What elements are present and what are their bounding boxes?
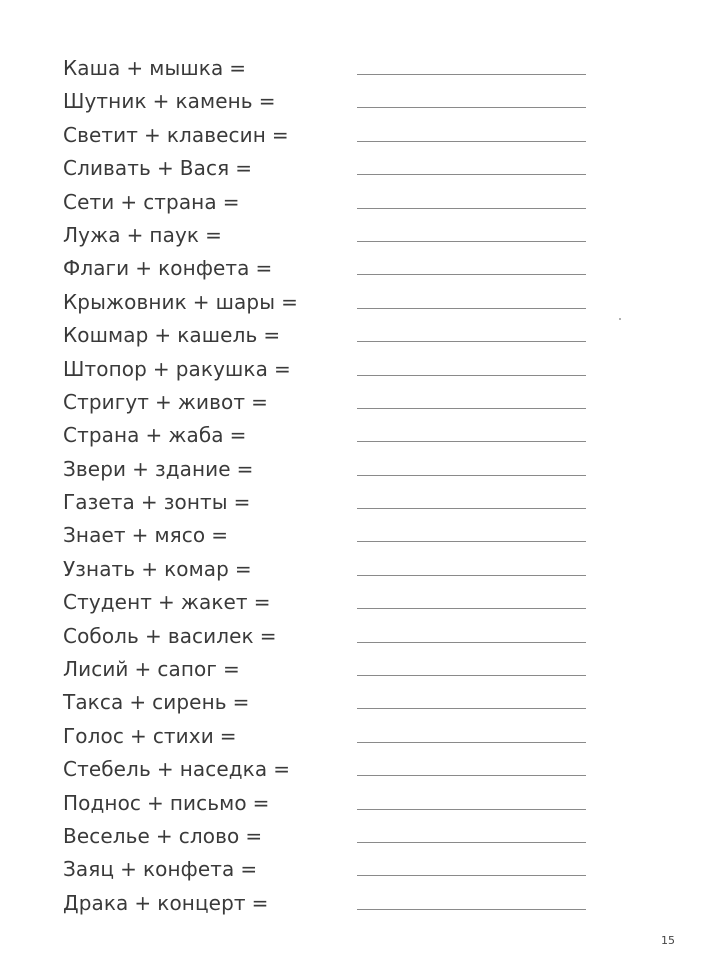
first-word: Штопор	[63, 356, 147, 381]
exercise-row	[0, 620, 720, 653]
second-word: кашель	[177, 323, 258, 348]
plus-sign: +	[129, 723, 147, 748]
first-word: Кошмар	[63, 323, 149, 348]
exercise-expression	[63, 256, 278, 280]
exercise-row	[0, 52, 720, 85]
plus-sign: +	[134, 890, 152, 915]
answer-line[interactable]	[357, 475, 586, 476]
equals-sign: =	[235, 156, 253, 181]
first-word: Светит	[63, 122, 138, 147]
exercise-expression	[63, 791, 276, 815]
plus-sign: +	[132, 456, 149, 481]
answer-line[interactable]	[357, 575, 586, 576]
exercise-row	[0, 553, 720, 586]
second-word: сирень	[152, 690, 227, 715]
first-word: Сливать	[63, 156, 151, 181]
answer-line[interactable]	[357, 909, 586, 910]
second-word: наседка	[179, 757, 268, 782]
exercise-row	[0, 419, 720, 452]
second-word: Вася	[179, 156, 230, 181]
exercise-expression	[63, 857, 263, 881]
equals-sign: =	[222, 189, 240, 214]
answer-line[interactable]	[357, 141, 586, 142]
answer-line[interactable]	[357, 541, 586, 542]
first-word: Звери	[63, 456, 127, 481]
second-word: сапог	[157, 657, 217, 682]
second-word: живот	[177, 389, 246, 414]
exercise-expression	[63, 724, 243, 748]
exercise-expression	[63, 56, 252, 80]
plus-sign: +	[129, 690, 147, 715]
exercise-row	[0, 853, 720, 886]
exercise-row	[0, 353, 720, 386]
answer-line[interactable]	[357, 642, 586, 643]
exercise-expression	[63, 624, 283, 648]
equals-sign: =	[255, 256, 273, 281]
plus-sign: +	[152, 356, 170, 381]
answer-line[interactable]	[357, 375, 586, 376]
exercise-row	[0, 453, 720, 486]
exercise-list	[0, 52, 720, 920]
equals-sign: =	[259, 623, 277, 648]
exercise-row	[0, 820, 720, 853]
answer-line[interactable]	[357, 842, 586, 843]
second-word: шары	[215, 289, 276, 314]
second-word: конфета	[158, 256, 250, 281]
equals-sign: =	[273, 356, 291, 381]
equals-sign: =	[258, 89, 276, 114]
equals-sign: =	[211, 523, 229, 548]
exercise-row	[0, 186, 720, 219]
answer-line[interactable]	[357, 308, 586, 309]
exercise-expression	[63, 290, 304, 314]
answer-line[interactable]	[357, 174, 586, 175]
second-word: здание	[154, 456, 231, 481]
equals-sign: =	[263, 323, 281, 348]
exercise-expression	[63, 223, 228, 247]
answer-line[interactable]	[357, 875, 586, 876]
second-word: зонты	[163, 490, 228, 515]
exercise-expression	[63, 323, 286, 347]
second-word: паук	[149, 222, 200, 247]
paper-speck	[619, 318, 621, 320]
second-word: мясо	[154, 523, 206, 548]
exercise-row	[0, 887, 720, 920]
plus-sign: +	[147, 790, 164, 815]
plus-sign: +	[154, 323, 172, 348]
answer-line[interactable]	[357, 775, 586, 776]
exercise-expression	[63, 390, 274, 414]
plus-sign: +	[144, 623, 162, 648]
second-word: страна	[143, 189, 217, 214]
exercise-expression	[63, 457, 260, 481]
second-word: слово	[178, 823, 240, 848]
second-word: письмо	[169, 790, 247, 815]
exercise-row	[0, 753, 720, 786]
first-word: Шутник	[63, 89, 147, 114]
equals-sign: =	[251, 890, 269, 915]
equals-sign: =	[232, 690, 250, 715]
equals-sign: =	[252, 790, 270, 815]
plus-sign: +	[120, 857, 137, 882]
first-word: Знает	[63, 523, 126, 548]
plus-sign: +	[134, 657, 152, 682]
answer-line[interactable]	[357, 441, 586, 442]
first-word: Флаги	[63, 256, 130, 281]
equals-sign: =	[236, 456, 254, 481]
equals-sign: =	[233, 490, 251, 515]
first-word: Студент	[63, 590, 153, 615]
exercise-row	[0, 252, 720, 285]
first-word: Такса	[63, 690, 124, 715]
exercise-expression	[63, 690, 256, 714]
exercise-row	[0, 720, 720, 753]
exercise-row	[0, 787, 720, 820]
exercise-row	[0, 386, 720, 419]
answer-line[interactable]	[357, 742, 586, 743]
exercise-row	[0, 85, 720, 118]
first-word: Газета	[63, 490, 135, 515]
plus-sign: +	[143, 122, 161, 147]
first-word: Узнать	[63, 556, 136, 581]
exercise-row	[0, 219, 720, 252]
second-word: мышка	[149, 56, 224, 80]
plus-sign: +	[120, 189, 138, 214]
equals-sign: =	[273, 757, 291, 782]
second-word: камень	[175, 89, 253, 114]
plus-sign: +	[140, 490, 158, 515]
plus-sign: +	[126, 222, 144, 247]
answer-line[interactable]	[357, 708, 586, 709]
exercise-expression	[63, 357, 297, 381]
plus-sign: +	[156, 757, 174, 782]
plus-sign: +	[155, 823, 173, 848]
exercise-expression	[63, 123, 295, 147]
exercise-expression	[63, 190, 246, 214]
first-word: Поднос	[63, 790, 142, 815]
answer-line[interactable]	[357, 208, 586, 209]
plus-sign: +	[158, 590, 175, 615]
first-word: Лужа	[63, 222, 121, 247]
exercise-row	[0, 586, 720, 619]
answer-line[interactable]	[357, 107, 586, 108]
equals-sign: =	[253, 590, 271, 615]
equals-sign: =	[205, 222, 222, 247]
exercise-expression	[63, 423, 252, 447]
second-word: стихи	[152, 723, 214, 748]
exercise-expression	[63, 891, 275, 915]
answer-line[interactable]	[357, 608, 586, 609]
exercise-row	[0, 152, 720, 185]
answer-line[interactable]	[357, 274, 586, 275]
equals-sign: =	[219, 723, 237, 748]
exercise-row	[0, 286, 720, 319]
second-word: клавесин	[166, 122, 266, 147]
plus-sign: +	[135, 256, 153, 281]
equals-sign: =	[281, 289, 298, 314]
equals-sign: =	[251, 389, 268, 414]
first-word: Сети	[63, 189, 115, 214]
answer-line[interactable]	[357, 809, 586, 810]
exercise-row	[0, 486, 720, 519]
second-word: жаба	[168, 423, 224, 448]
second-word: жакет	[180, 590, 248, 615]
exercise-expression	[63, 590, 277, 614]
second-word: василек	[167, 623, 254, 648]
equals-sign: =	[222, 657, 240, 682]
exercise-expression	[63, 89, 282, 113]
first-word: Крыжовник	[63, 289, 187, 314]
plus-sign: +	[156, 156, 174, 181]
exercise-row	[0, 519, 720, 552]
exercise-expression	[63, 523, 234, 547]
first-word: Драка	[63, 890, 129, 915]
plus-sign: +	[152, 89, 170, 114]
answer-line[interactable]	[357, 675, 586, 676]
page-number: 15	[661, 934, 675, 947]
exercise-expression	[63, 657, 246, 681]
answer-line[interactable]	[357, 341, 586, 342]
equals-sign: =	[271, 122, 289, 147]
exercise-row	[0, 119, 720, 152]
plus-sign: +	[155, 389, 172, 414]
equals-sign: =	[229, 56, 247, 80]
exercise-expression	[63, 757, 296, 781]
exercise-row	[0, 686, 720, 719]
plus-sign: +	[141, 556, 159, 581]
first-word: Соболь	[63, 623, 139, 648]
plus-sign: +	[145, 423, 163, 448]
second-word: ракушка	[175, 356, 268, 381]
exercise-expression	[63, 824, 268, 848]
plus-sign: +	[126, 56, 144, 80]
first-word: Стебель	[63, 757, 151, 782]
exercise-expression	[63, 557, 258, 581]
answer-line[interactable]	[357, 241, 586, 242]
exercise-row	[0, 319, 720, 352]
equals-sign: =	[234, 556, 252, 581]
plus-sign: +	[131, 523, 149, 548]
answer-line[interactable]	[357, 74, 586, 75]
first-word: Голос	[63, 723, 124, 748]
first-word: Лисий	[63, 657, 129, 682]
answer-line[interactable]	[357, 408, 586, 409]
equals-sign: =	[245, 823, 263, 848]
first-word: Страна	[63, 423, 140, 448]
equals-sign: =	[240, 857, 258, 882]
first-word: Веселье	[63, 823, 150, 848]
plus-sign: +	[192, 289, 210, 314]
second-word: конфета	[142, 857, 235, 882]
equals-sign: =	[229, 423, 247, 448]
first-word: Каша	[63, 56, 121, 80]
first-word: Стригут	[63, 389, 150, 414]
answer-line[interactable]	[357, 508, 586, 509]
exercise-expression	[63, 490, 257, 514]
second-word: комар	[164, 556, 229, 581]
first-word: Заяц	[63, 857, 115, 882]
second-word: концерт	[157, 890, 246, 915]
exercise-expression	[63, 156, 258, 180]
exercise-row	[0, 653, 720, 686]
